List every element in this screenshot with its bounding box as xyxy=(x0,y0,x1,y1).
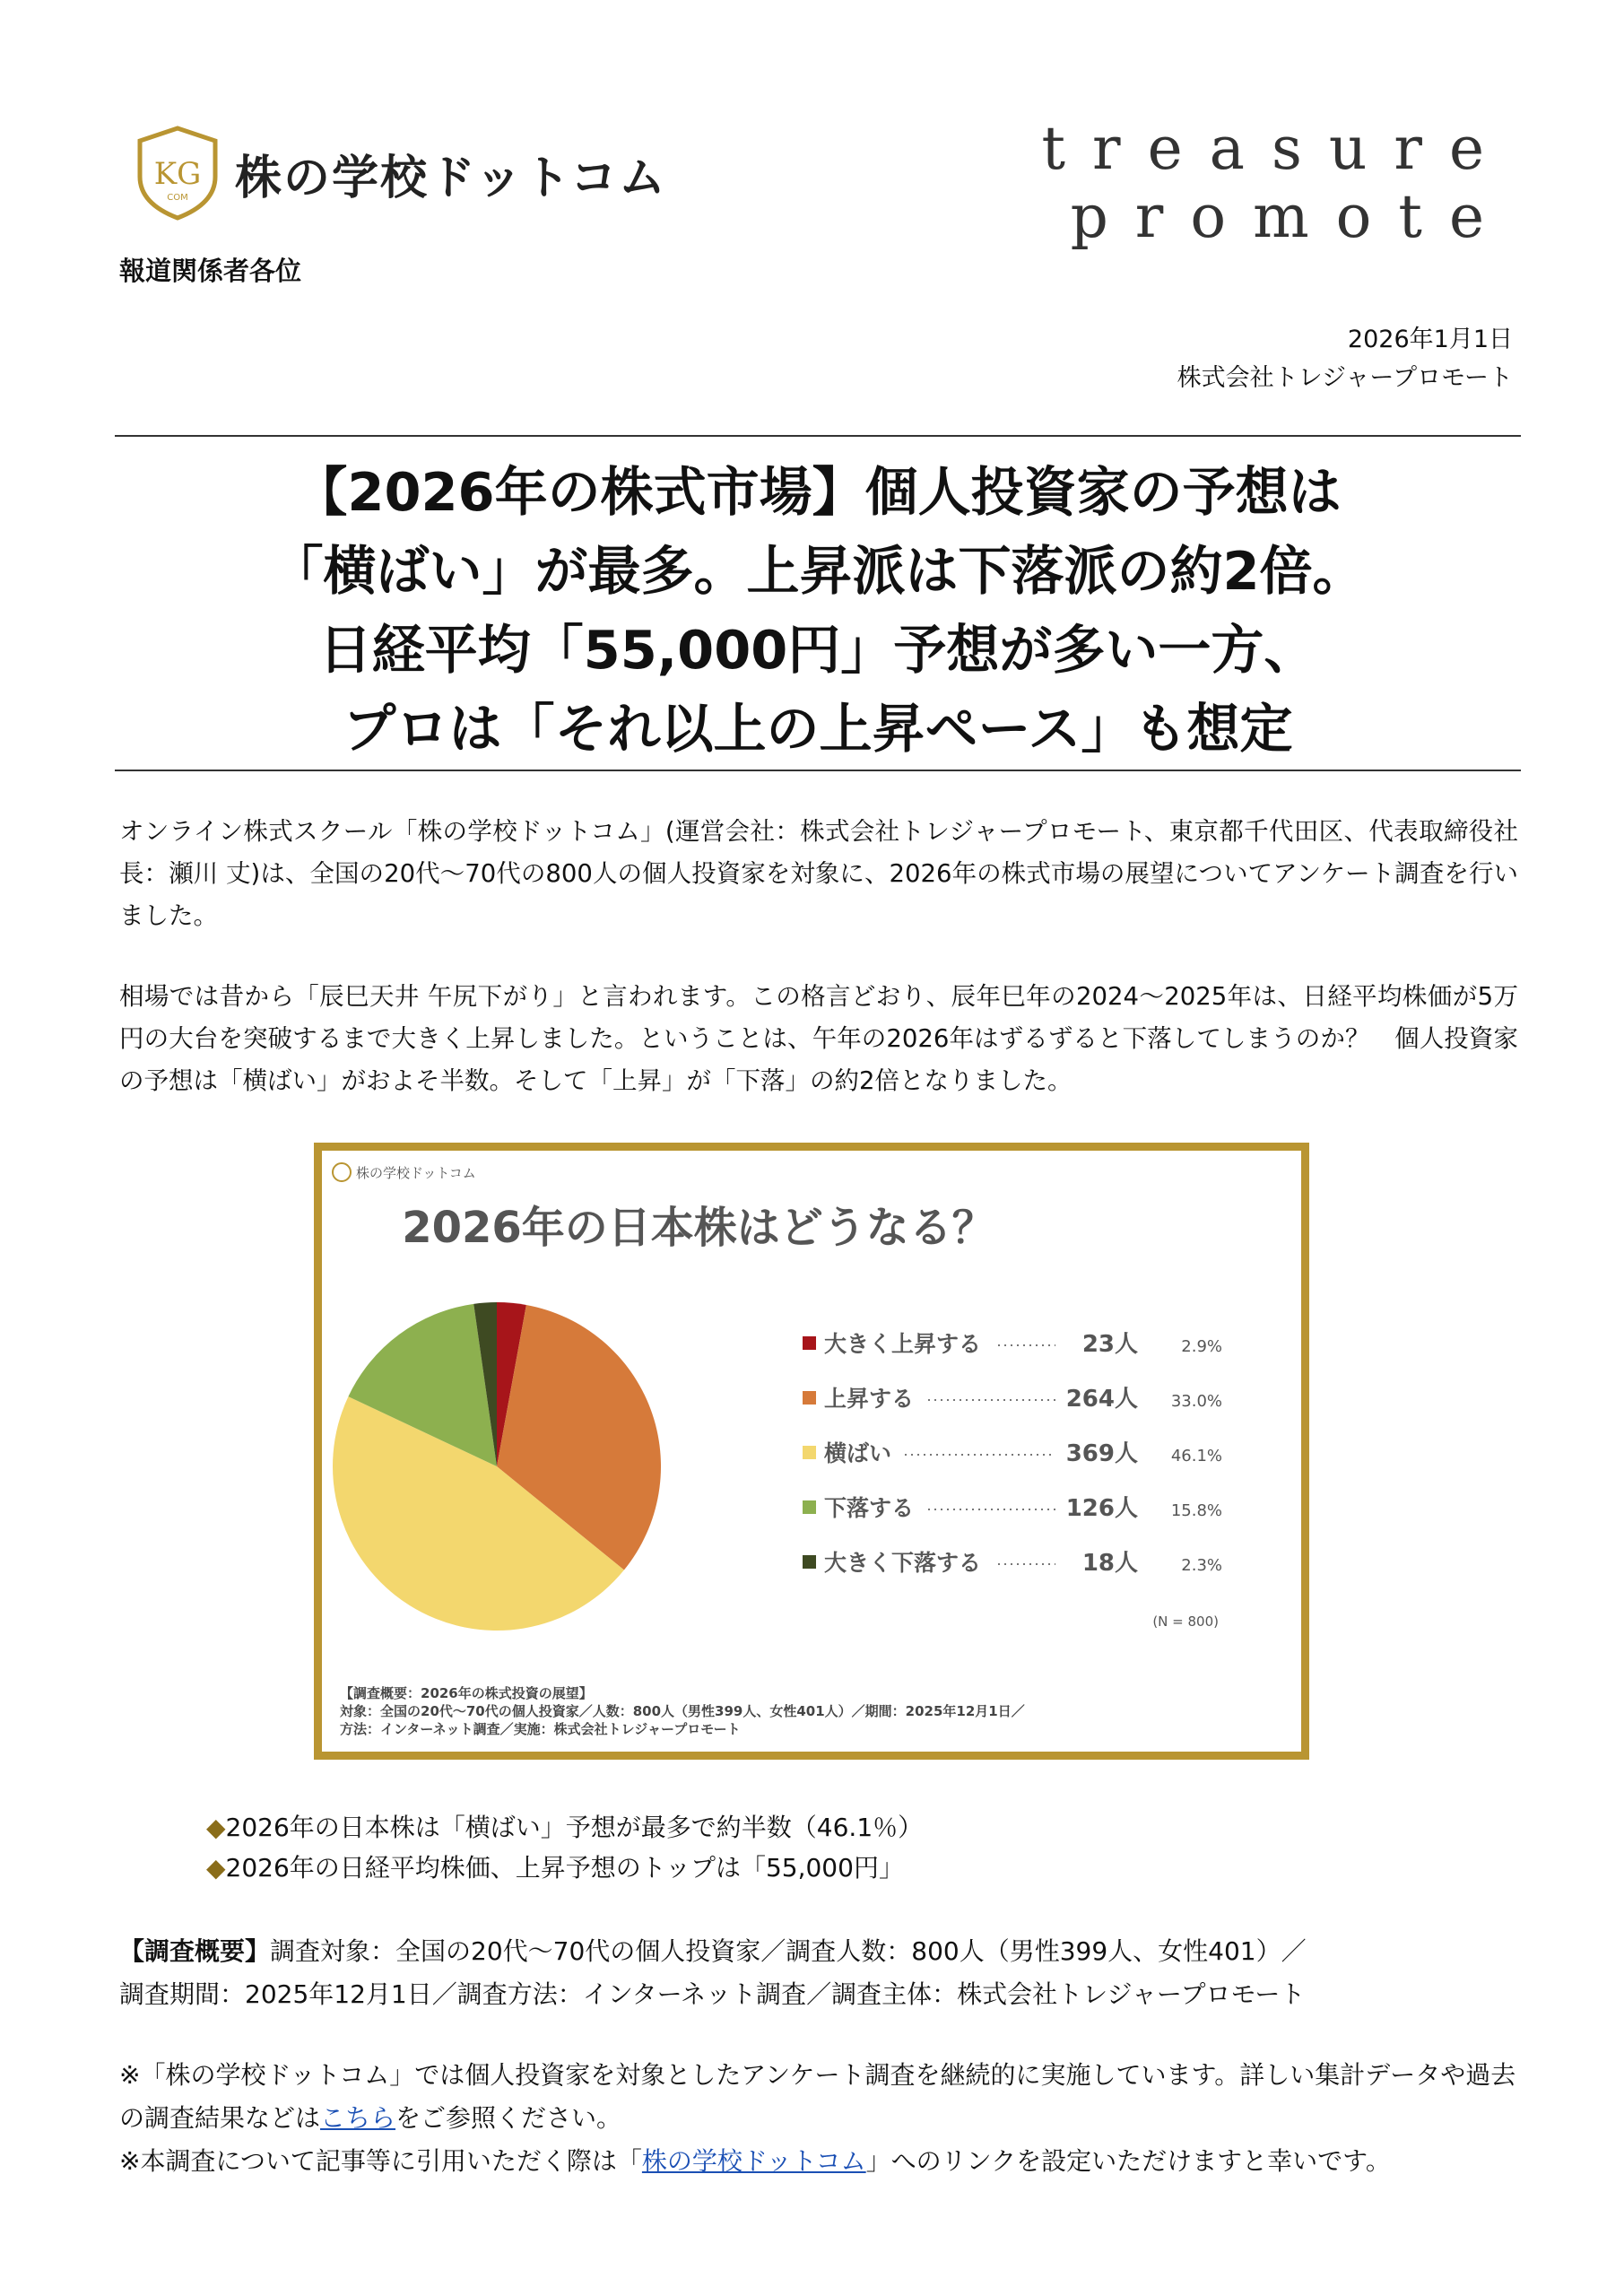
note-1-link[interactable]: こちら xyxy=(320,2103,396,2133)
diamond-bullet-icon: ◆ xyxy=(206,1813,226,1842)
title-line-4: プロは「それ以上の上昇ペース」も想定 xyxy=(343,698,1293,760)
key-finding-2 xyxy=(206,1848,904,1884)
diamond-bullet-icon: ◆ xyxy=(206,1853,226,1883)
logo-line-treasure: treasure xyxy=(1041,114,1511,183)
legend-label-2: 上昇する xyxy=(824,1386,915,1412)
intro-paragraph: オンライン株式スクール「株の学校ドットコム」(運営会社：株式会社トレジャープロモート、東京都千代田区、代表取締役社長：瀬川 丈)は、全国の20代〜70代の800人の個人投資家を対象に、2026年の株式市場の展望についてアンケート調査を行いました。 xyxy=(119,817,1518,930)
logo-wordmark: 株の学校ドットコム xyxy=(235,151,667,205)
context-paragraph: 相場では昔から「辰巳天井 午尻下がり」と言われます。この格言どおり、辰年巳年の2024〜2025年は、日経平均株価が5万円の大台を突破するまで大きく上昇しました。ということは、午年の2026年はずるずると下落してしまうのか？ 個人投資家の予想は「横ばい」がおよそ半数。そして「上昇」が「下落」の約2倍となりました。 xyxy=(119,982,1518,1095)
shield-emblem-icon xyxy=(133,125,222,222)
legend-label-1: 大きく上昇する xyxy=(824,1331,982,1357)
chart-brand xyxy=(333,1163,476,1181)
chart-footer-line-2: 対象：全国の20代〜70代の個人投資家／人数：800人（男性399人、女性401人）／期間：2025年12月1日／ xyxy=(340,1703,1025,1719)
note-2-link[interactable]: 株の学校ドットコム xyxy=(641,2146,866,2176)
chart-footer-line-3: 方法：インターネット調査／実施：株式会社トレジャープロモート xyxy=(340,1721,741,1737)
note-2-tail: 」へのリンクを設定いただけますと幸いです。 xyxy=(865,2146,1391,2176)
survey-summary xyxy=(119,1930,1518,2016)
logo-kabu-no-gakko xyxy=(133,124,689,222)
pie-chart xyxy=(322,1151,1301,1752)
title-bottom-divider xyxy=(115,770,1521,771)
chart-brand-icon xyxy=(333,1163,351,1181)
legend-count-1: 23人 xyxy=(1081,1331,1138,1358)
sample-size-label: (N = 800) xyxy=(1152,1613,1219,1630)
legend-label-3: 横ばい xyxy=(824,1440,892,1466)
note-1-text: ※「株の学校ドットコム」では個人投資家を対象としたアンケート調査を継続的に実施しています。詳しい集計データや過去の調査結果などは xyxy=(119,2060,1516,2133)
key-finding-text: 2026年の日経平均株価、上昇予想のトップは「55,000円」 xyxy=(225,1853,904,1883)
note-2-text: ※本調査について記事等に引用いただく際は「 xyxy=(119,2146,642,2176)
emblem-letters: KG xyxy=(153,156,202,192)
legend-swatch-3 xyxy=(803,1446,816,1459)
title-line-2: 「横ばい」が最多。上昇派は下落派の約2倍。 xyxy=(270,540,1366,602)
survey-summary-text-1: 調査対象：全国の20代〜70代の個人投資家／調査人数：800人（男性399人、女性401）／ xyxy=(270,1936,1307,1966)
legend-count-4: 126人 xyxy=(1065,1495,1138,1522)
legend-label-4: 下落する xyxy=(824,1495,915,1521)
key-finding-1 xyxy=(206,1808,923,1844)
addressee: 報道関係者各位 xyxy=(119,256,302,286)
legend-swatch-5 xyxy=(803,1555,816,1569)
legend-count-3: 369人 xyxy=(1065,1440,1138,1467)
survey-summary-line-1 xyxy=(119,1930,1518,1973)
release-date: 2026年1月1日 xyxy=(1347,326,1513,353)
pie-slices xyxy=(333,1302,661,1631)
title-top-divider xyxy=(115,435,1521,437)
title-line-1: 【2026年の株式市場】個人投資家の予想は xyxy=(294,461,1342,523)
legend-percent-3: 46.1% xyxy=(1170,1447,1222,1465)
chart-legend xyxy=(803,1331,1222,1577)
survey-chart-frame xyxy=(314,1143,1309,1760)
legend-percent-5: 2.3% xyxy=(1181,1556,1222,1575)
legend-swatch-2 xyxy=(803,1391,816,1405)
legend-percent-4: 15.8% xyxy=(1170,1501,1222,1520)
note-2 xyxy=(119,2140,1518,2183)
legend-count-2: 264人 xyxy=(1065,1386,1138,1413)
survey-summary-line-2: 調査期間：2025年12月1日／調査方法：インターネット調査／調査主体：株式会社トレジャープロモート xyxy=(119,1979,1306,2009)
press-release-title xyxy=(115,453,1521,769)
survey-summary-label: 【調査概要】 xyxy=(119,1936,271,1966)
legend-label-5: 大きく下落する xyxy=(824,1550,982,1576)
emblem-sub: COM xyxy=(167,193,188,203)
legend-count-5: 18人 xyxy=(1081,1550,1138,1577)
notes-section xyxy=(119,2054,1518,2183)
chart-brand-text: 株の学校ドットコム xyxy=(356,1165,476,1181)
legend-swatch-1 xyxy=(803,1336,816,1350)
note-1-tail: をご参照ください。 xyxy=(395,2103,622,2133)
logo-line-promote: promote xyxy=(1070,182,1511,251)
issuing-company: 株式会社トレジャープロモート xyxy=(1177,364,1513,392)
chart-title: 2026年の日本株はどうなる？ xyxy=(402,1203,995,1253)
logo-treasure-promote xyxy=(1042,115,1511,251)
chart-footer-line-1: 【調査概要：2026年の株式投資の展望】 xyxy=(340,1685,593,1701)
key-finding-text: 2026年の日本株は「横ばい」予想が最多で約半数（46.1％） xyxy=(225,1813,924,1842)
title-line-3: 日経平均「55,000円」予想が多い一方、 xyxy=(318,619,1317,681)
legend-percent-1: 2.9% xyxy=(1181,1337,1222,1356)
legend-swatch-4 xyxy=(803,1500,816,1514)
note-1 xyxy=(119,2054,1518,2140)
legend-percent-2: 33.0% xyxy=(1170,1392,1222,1411)
